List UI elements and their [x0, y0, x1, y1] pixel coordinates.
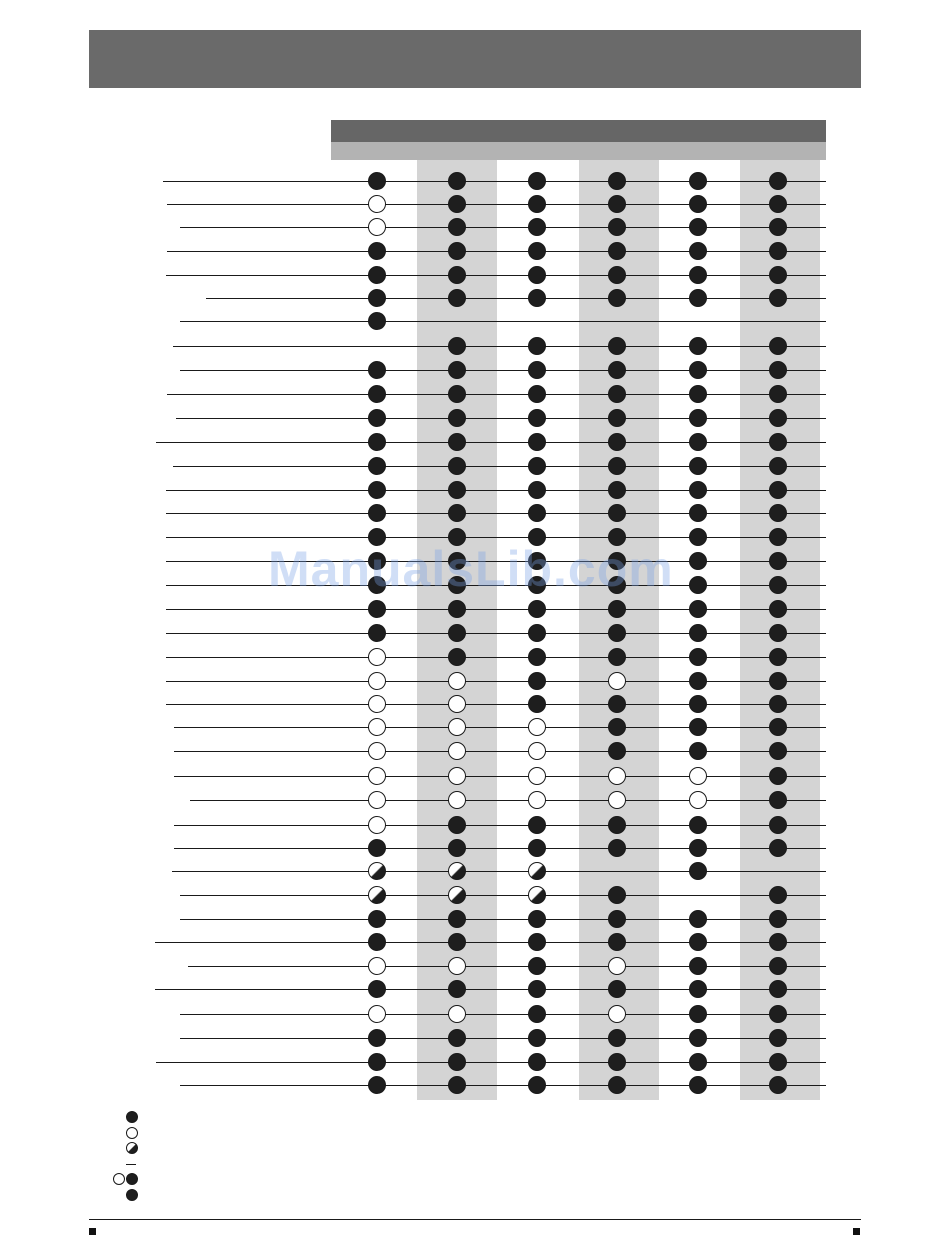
filled-circle-mark: [368, 361, 386, 379]
filled-circle-mark: [689, 457, 707, 475]
filled-circle-mark: [448, 337, 466, 355]
filled-circle-mark: [689, 576, 707, 594]
filled-circle-mark: [368, 481, 386, 499]
row-leader-line: [156, 1062, 826, 1063]
half-circle-mark: [528, 886, 546, 904]
filled-circle-mark: [608, 481, 626, 499]
filled-circle-mark: [608, 337, 626, 355]
row-leader-line: [166, 633, 826, 634]
filled-circle-mark: [448, 457, 466, 475]
filled-circle-mark: [608, 361, 626, 379]
filled-circle-mark: [368, 600, 386, 618]
filled-circle-mark: [769, 172, 787, 190]
filled-circle-mark: [689, 672, 707, 690]
filled-circle-mark: [528, 1029, 546, 1047]
filled-circle-mark: [769, 218, 787, 236]
filled-circle-mark: [689, 742, 707, 760]
table-header-light: [331, 142, 826, 160]
filled-circle-mark: [769, 433, 787, 451]
filled-circle-mark: [689, 242, 707, 260]
legend-half-dot: [126, 1142, 138, 1154]
filled-circle-mark: [769, 457, 787, 475]
filled-circle-mark: [608, 839, 626, 857]
filled-circle-mark: [448, 933, 466, 951]
filled-circle-mark: [528, 933, 546, 951]
open-circle-mark: [368, 195, 386, 213]
filled-circle-mark: [528, 289, 546, 307]
filled-circle-mark: [769, 481, 787, 499]
half-circle-mark: [368, 862, 386, 880]
legend-open-dot: [113, 1173, 125, 1185]
filled-circle-mark: [689, 172, 707, 190]
open-circle-mark: [608, 1005, 626, 1023]
filled-circle-mark: [528, 648, 546, 666]
filled-circle-mark: [528, 433, 546, 451]
filled-circle-mark: [608, 980, 626, 998]
open-circle-mark: [608, 767, 626, 785]
filled-circle-mark: [368, 624, 386, 642]
filled-circle-mark: [769, 695, 787, 713]
row-leader-line: [180, 321, 826, 322]
page-header-bar: [89, 30, 861, 88]
row-leader-line: [166, 513, 826, 514]
filled-circle-mark: [368, 289, 386, 307]
row-leader-line: [188, 966, 826, 967]
filled-circle-mark: [608, 218, 626, 236]
filled-circle-mark: [368, 910, 386, 928]
filled-circle-mark: [528, 385, 546, 403]
open-circle-mark: [528, 767, 546, 785]
filled-circle-mark: [528, 337, 546, 355]
filled-circle-mark: [769, 1005, 787, 1023]
filled-circle-mark: [608, 624, 626, 642]
filled-circle-mark: [608, 457, 626, 475]
filled-circle-mark: [368, 1053, 386, 1071]
filled-circle-mark: [769, 624, 787, 642]
filled-circle-mark: [689, 980, 707, 998]
filled-circle-mark: [689, 957, 707, 975]
footer-corner-mark-right: [853, 1228, 860, 1235]
filled-circle-mark: [769, 980, 787, 998]
row-leader-line: [156, 442, 826, 443]
filled-circle-mark: [689, 337, 707, 355]
open-circle-mark: [368, 1005, 386, 1023]
row-leader-line: [167, 251, 826, 252]
filled-circle-mark: [528, 816, 546, 834]
filled-circle-mark: [689, 1053, 707, 1071]
filled-circle-mark: [769, 195, 787, 213]
filled-circle-mark: [608, 242, 626, 260]
filled-circle-mark: [689, 648, 707, 666]
filled-circle-mark: [769, 242, 787, 260]
row-leader-line: [174, 848, 826, 849]
filled-circle-mark: [608, 172, 626, 190]
filled-circle-mark: [689, 385, 707, 403]
filled-circle-mark: [608, 409, 626, 427]
filled-circle-mark: [368, 980, 386, 998]
filled-circle-mark: [689, 816, 707, 834]
open-circle-mark: [448, 767, 466, 785]
filled-circle-mark: [368, 172, 386, 190]
filled-circle-mark: [448, 409, 466, 427]
filled-circle-mark: [689, 218, 707, 236]
filled-circle-mark: [608, 910, 626, 928]
row-leader-line: [206, 298, 826, 299]
filled-circle-mark: [448, 361, 466, 379]
row-leader-line: [180, 370, 826, 371]
open-circle-mark: [448, 672, 466, 690]
open-circle-mark: [368, 695, 386, 713]
footer-rule: [89, 1219, 861, 1220]
filled-circle-mark: [368, 933, 386, 951]
filled-circle-mark: [769, 266, 787, 284]
filled-circle-mark: [368, 1076, 386, 1094]
open-circle-mark: [368, 767, 386, 785]
filled-circle-mark: [689, 695, 707, 713]
filled-circle-mark: [448, 600, 466, 618]
open-circle-mark: [368, 957, 386, 975]
filled-circle-mark: [608, 385, 626, 403]
row-leader-line: [166, 704, 826, 705]
open-circle-mark: [608, 672, 626, 690]
row-leader-line: [166, 609, 826, 610]
filled-circle-mark: [528, 980, 546, 998]
filled-circle-mark: [528, 1076, 546, 1094]
filled-circle-mark: [608, 266, 626, 284]
table-header-dark: [331, 120, 826, 142]
row-leader-line: [166, 537, 826, 538]
filled-circle-mark: [769, 1053, 787, 1071]
filled-circle-mark: [608, 886, 626, 904]
filled-circle-mark: [448, 816, 466, 834]
filled-circle-mark: [689, 624, 707, 642]
filled-circle-mark: [769, 289, 787, 307]
filled-circle-mark: [769, 1076, 787, 1094]
filled-circle-mark: [608, 289, 626, 307]
row-leader-line: [174, 776, 826, 777]
row-leader-line: [173, 466, 826, 467]
filled-circle-mark: [448, 648, 466, 666]
open-circle-mark: [528, 742, 546, 760]
legend-open-dot: [126, 1127, 138, 1139]
filled-circle-mark: [689, 552, 707, 570]
filled-circle-mark: [528, 457, 546, 475]
filled-circle-mark: [448, 1053, 466, 1071]
filled-circle-mark: [368, 1029, 386, 1047]
filled-circle-mark: [689, 266, 707, 284]
filled-circle-mark: [528, 600, 546, 618]
open-circle-mark: [368, 648, 386, 666]
open-circle-mark: [368, 816, 386, 834]
row-leader-line: [163, 181, 826, 182]
open-circle-mark: [448, 695, 466, 713]
row-leader-line: [176, 418, 826, 419]
open-circle-mark: [608, 957, 626, 975]
open-circle-mark: [448, 1005, 466, 1023]
filled-circle-mark: [769, 839, 787, 857]
filled-circle-mark: [528, 218, 546, 236]
filled-circle-mark: [769, 1029, 787, 1047]
row-leader-line: [166, 275, 826, 276]
row-leader-line: [190, 800, 826, 801]
filled-circle-mark: [448, 624, 466, 642]
filled-circle-mark: [608, 695, 626, 713]
filled-circle-mark: [448, 980, 466, 998]
open-circle-mark: [689, 791, 707, 809]
filled-circle-mark: [689, 933, 707, 951]
filled-circle-mark: [448, 172, 466, 190]
filled-circle-mark: [689, 600, 707, 618]
filled-circle-mark: [689, 481, 707, 499]
filled-circle-mark: [528, 672, 546, 690]
row-leader-line: [167, 204, 826, 205]
filled-circle-mark: [689, 1076, 707, 1094]
filled-circle-mark: [689, 1029, 707, 1047]
filled-circle-mark: [769, 552, 787, 570]
filled-circle-mark: [528, 242, 546, 260]
filled-circle-mark: [689, 409, 707, 427]
row-leader-line: [180, 895, 826, 896]
filled-circle-mark: [769, 600, 787, 618]
filled-circle-mark: [368, 433, 386, 451]
row-leader-line: [155, 942, 826, 943]
row-leader-line: [180, 227, 826, 228]
filled-circle-mark: [448, 481, 466, 499]
filled-circle-mark: [769, 767, 787, 785]
filled-circle-mark: [689, 910, 707, 928]
filled-circle-mark: [769, 337, 787, 355]
row-leader-line: [167, 394, 826, 395]
half-circle-mark: [368, 886, 386, 904]
filled-circle-mark: [368, 839, 386, 857]
filled-circle-mark: [608, 504, 626, 522]
filled-circle-mark: [689, 504, 707, 522]
filled-circle-mark: [608, 1053, 626, 1071]
filled-circle-mark: [448, 385, 466, 403]
open-circle-mark: [448, 791, 466, 809]
open-circle-mark: [368, 742, 386, 760]
filled-circle-mark: [608, 742, 626, 760]
watermark: ManualsLib.com: [268, 541, 674, 597]
filled-circle-mark: [528, 1005, 546, 1023]
filled-circle-mark: [608, 1029, 626, 1047]
filled-circle-mark: [769, 933, 787, 951]
filled-circle-mark: [528, 624, 546, 642]
row-leader-line: [174, 751, 826, 752]
open-circle-mark: [608, 791, 626, 809]
filled-circle-mark: [448, 433, 466, 451]
filled-circle-mark: [769, 409, 787, 427]
filled-circle-mark: [689, 862, 707, 880]
row-leader-line: [166, 681, 826, 682]
filled-circle-mark: [608, 648, 626, 666]
filled-circle-mark: [368, 409, 386, 427]
filled-circle-mark: [689, 528, 707, 546]
filled-circle-mark: [368, 242, 386, 260]
open-circle-mark: [448, 957, 466, 975]
filled-circle-mark: [368, 385, 386, 403]
filled-circle-mark: [448, 218, 466, 236]
filled-circle-mark: [608, 816, 626, 834]
filled-circle-mark: [608, 933, 626, 951]
filled-circle-mark: [448, 1076, 466, 1094]
row-leader-line: [173, 346, 826, 347]
row-leader-line: [180, 1085, 826, 1086]
row-leader-line: [180, 919, 826, 920]
filled-circle-mark: [528, 409, 546, 427]
filled-circle-mark: [528, 172, 546, 190]
filled-circle-mark: [368, 266, 386, 284]
filled-circle-mark: [689, 433, 707, 451]
open-circle-mark: [448, 718, 466, 736]
open-circle-mark: [448, 742, 466, 760]
filled-circle-mark: [528, 910, 546, 928]
footer-corner-mark-left: [89, 1228, 96, 1235]
filled-circle-mark: [528, 695, 546, 713]
filled-circle-mark: [769, 672, 787, 690]
filled-circle-mark: [769, 648, 787, 666]
filled-circle-mark: [769, 791, 787, 809]
filled-circle-mark: [368, 312, 386, 330]
filled-circle-mark: [448, 242, 466, 260]
row-leader-line: [172, 871, 826, 872]
filled-circle-mark: [769, 886, 787, 904]
filled-circle-mark: [608, 1076, 626, 1094]
row-leader-line: [166, 657, 826, 658]
filled-circle-mark: [689, 718, 707, 736]
filled-circle-mark: [769, 742, 787, 760]
filled-circle-mark: [448, 504, 466, 522]
row-leader-line: [166, 490, 826, 491]
filled-circle-mark: [368, 504, 386, 522]
filled-circle-mark: [608, 195, 626, 213]
filled-circle-mark: [689, 289, 707, 307]
filled-circle-mark: [769, 718, 787, 736]
legend-filled-dot: [126, 1173, 138, 1185]
row-leader-line: [180, 1038, 826, 1039]
row-leader-line: [180, 1014, 826, 1015]
row-leader-line: [174, 825, 826, 826]
filled-circle-mark: [769, 910, 787, 928]
open-circle-mark: [368, 718, 386, 736]
filled-circle-mark: [769, 385, 787, 403]
filled-circle-mark: [448, 195, 466, 213]
legend-filled-dot: [126, 1189, 138, 1201]
open-circle-mark: [528, 791, 546, 809]
filled-circle-mark: [769, 576, 787, 594]
filled-circle-mark: [528, 195, 546, 213]
open-circle-mark: [368, 218, 386, 236]
half-circle-mark: [448, 886, 466, 904]
legend-dash: [126, 1164, 136, 1165]
filled-circle-mark: [528, 839, 546, 857]
filled-circle-mark: [769, 504, 787, 522]
filled-circle-mark: [448, 1029, 466, 1047]
half-circle-mark: [528, 862, 546, 880]
row-leader-line: [155, 989, 826, 990]
open-circle-mark: [689, 767, 707, 785]
filled-circle-mark: [608, 600, 626, 618]
filled-circle-mark: [769, 528, 787, 546]
filled-circle-mark: [448, 266, 466, 284]
filled-circle-mark: [689, 839, 707, 857]
filled-circle-mark: [689, 361, 707, 379]
filled-circle-mark: [769, 957, 787, 975]
filled-circle-mark: [528, 266, 546, 284]
open-circle-mark: [368, 791, 386, 809]
row-leader-line: [174, 727, 826, 728]
legend-filled-dot: [126, 1111, 138, 1123]
filled-circle-mark: [448, 839, 466, 857]
filled-circle-mark: [528, 957, 546, 975]
filled-circle-mark: [689, 195, 707, 213]
filled-circle-mark: [608, 718, 626, 736]
filled-circle-mark: [769, 816, 787, 834]
filled-circle-mark: [689, 1005, 707, 1023]
filled-circle-mark: [448, 289, 466, 307]
filled-circle-mark: [528, 361, 546, 379]
filled-circle-mark: [769, 361, 787, 379]
filled-circle-mark: [448, 910, 466, 928]
open-circle-mark: [528, 718, 546, 736]
half-circle-mark: [448, 862, 466, 880]
filled-circle-mark: [528, 504, 546, 522]
filled-circle-mark: [528, 481, 546, 499]
open-circle-mark: [368, 672, 386, 690]
filled-circle-mark: [368, 457, 386, 475]
filled-circle-mark: [528, 1053, 546, 1071]
filled-circle-mark: [608, 433, 626, 451]
